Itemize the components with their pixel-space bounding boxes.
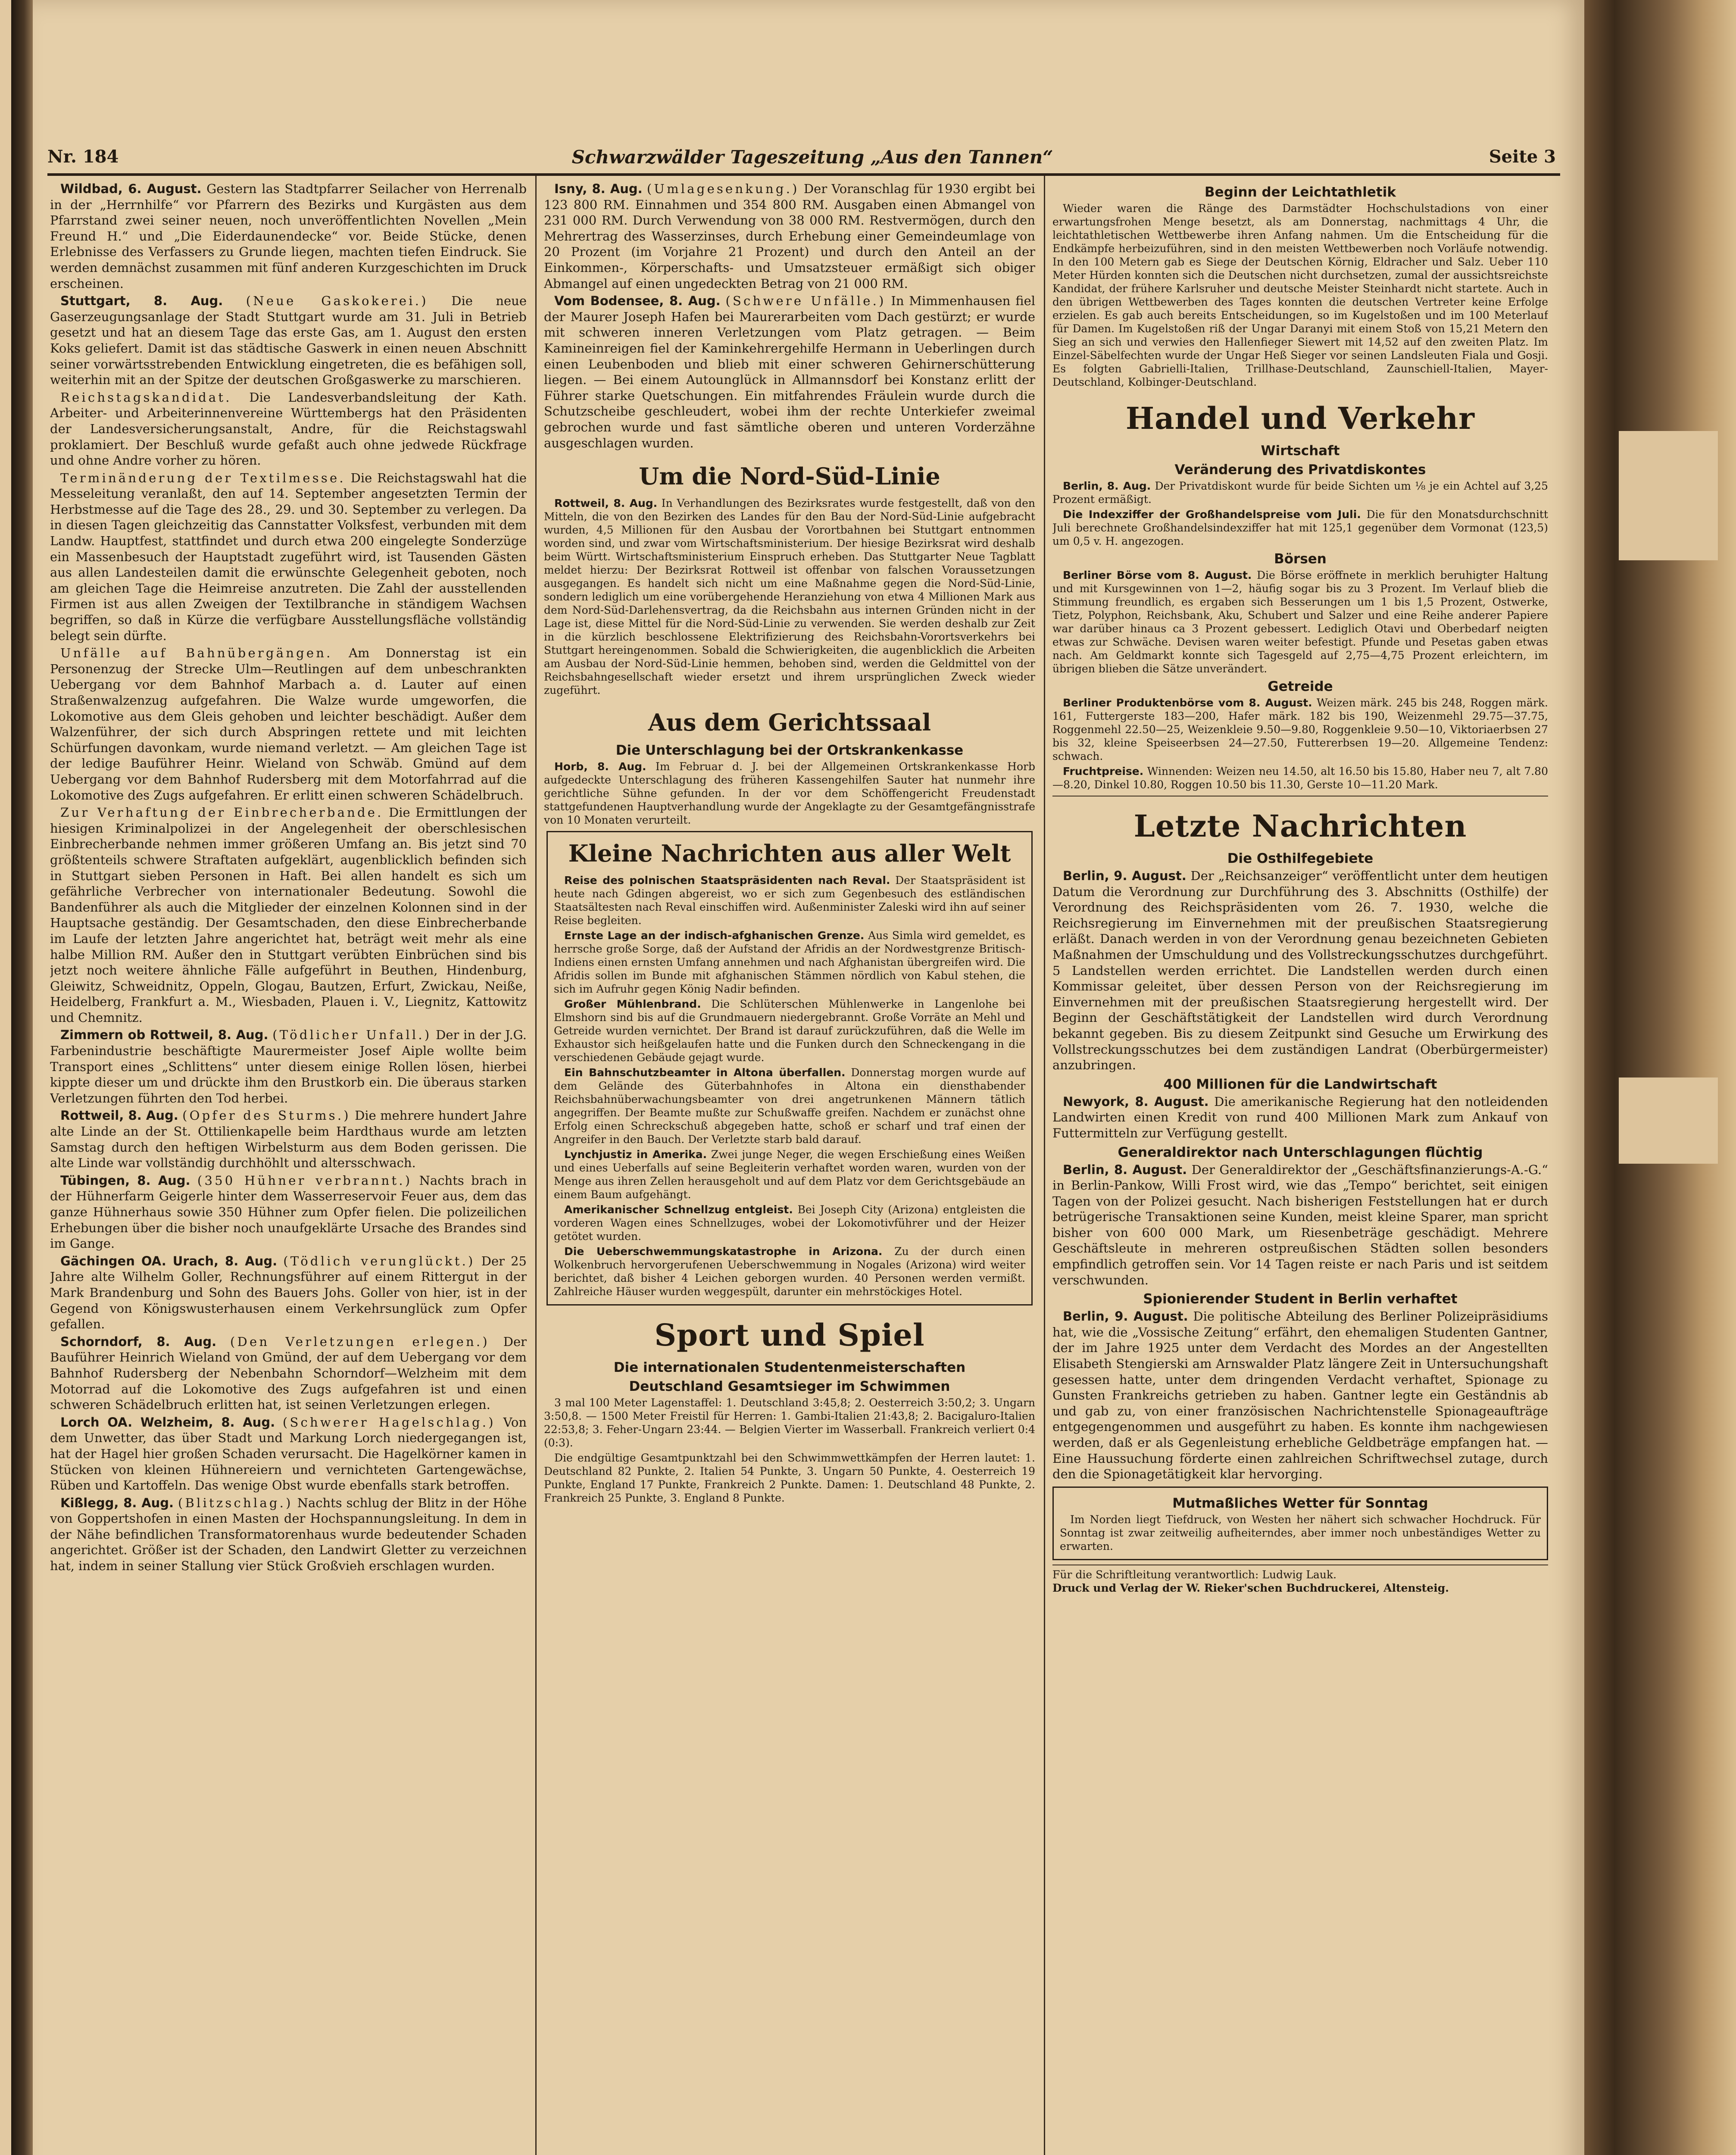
issue-number: Nr. 184 — [47, 147, 119, 167]
article: Rottweil, 8. Aug. (Opfer des Sturms.) Die mehrere hundert Jahre alte Linde an der St. Ottilienkapelle beim Hardthaus wurde am letzten Samstag durch den heftigen Wirbelsturm aus dem Boden gerissen. Die alte Linde war vollständig durchhöhlt und altersschwach. — [50, 1108, 527, 1171]
article: Berlin, 8. August. Der Generaldirektor der „Geschäftsfinanzierungs-A.-G.“ in Berlin-Pankow, Willi Frost wird, wie das „Tempo“ berichtet, seit einigen Tagen von der Polizei gesucht. Nach bisherigen Feststellungen hat er durch betrügerische Transaktionen seine Kunden, meist kleine Sparer, man spricht bisher von 600 000 Mark, um Riesenbeträge geschädigt. Mehrere Geschäftsleute in mehreren ostpreußischen Städten sollen besonders empfindlich getroffen sein. Vor 14 Tagen reiste er nach Paris und ist seitdem verschwunden. — [1052, 1162, 1548, 1287]
weather-box — [1052, 1487, 1548, 1560]
article: Die Indexziffer der Großhandelspreise vom Juli. Die für den Monatsdurchschnitt Juli berechnete Großhandelsindexziffer hat mit 125,1 gegenüber dem Vormonat (123,5) um 0,5 v. H. angezogen. — [1052, 508, 1548, 547]
subheading: Börsen — [1274, 551, 1327, 567]
section-heading: Sport und Spiel — [654, 1317, 925, 1353]
article: Isny, 8. Aug. (Umlagesenkung.) Der Voranschlag für 1930 ergibt bei 123 800 RM. Einnahmen und 354 800 RM. Ausgaben einen Abmangel von 231 000 RM. Durch Verwendung von 38 000 RM. Restvermögen, durch den Mehrertrag des Wasserzinses, durch Erhebung einer Gemeindeumlage von 20 Prozent (im Vorjahre 21 Prozent) und durch den Anteil an der Einkommen-, Körperschafts- und Umsatzsteuer ermäßigt sich obiger Abmangel auf einen ungedeckten Betrag von 21 000 RM. — [544, 181, 1035, 291]
article: Lynchjustiz in Amerika. Zwei junge Neger, die wegen Erschießung eines Weißen und eines Ueberfalls auf seine Begleiterin verhaftet worden waren, wurden von der Menge aus ihren Zellen herausgeholt und auf dem Platz vor dem Gerichtsgebäude an einem Baum aufgehängt. — [554, 1148, 1025, 1201]
subheading: Spionierender Student in Berlin verhaftet — [1143, 1291, 1458, 1307]
subheading: Die Unterschlagung bei der Ortskrankenkasse — [615, 743, 964, 759]
article: Unfälle auf Bahnübergängen. Am Donnerstag ist ein Personenzug der Strecke Ulm—Reutlingen auf dem unbeschrankten Uebergang vor dem Bahnhof Marbach a. d. Lauter auf einen Straßenwalzenzug aufgefahren. Die Walze wurde umgeworfen, die Lokomotive aus dem Gleis gehoben und leichter beschädigt. Außer dem Walzenführer, der sich durch Abspringen rettete und mit leichten Schürfungen davonkam, wurde niemand verletzt. — Am gleichen Tage ist der ledige Bauführer Heinr. Wieland von Schwäb. Gmünd auf dem Uebergang vor dem Bahnhof Rudersberg mit dem Motorfahrrad auf die Lokomotive des Zugs aufgefahren. Er erlitt einen schweren Schädelbruch. — [50, 646, 527, 803]
subheading: 400 Millionen für die Landwirtschaft — [1163, 1076, 1437, 1092]
article: Berliner Börse vom 8. August. Die Börse eröffnete in merklich beruhigter Haltung und mit Kursgewinnen von 1—2, häufig sogar bis zu 3 Prozent. Im Verlauf blieb die Stimmung freundlich, es ergaben sich Besserungen um 1 bis 1,5 Prozent, Ostwerke, Tietz, Polyphon, Reichsbank, Aku, Schubert und Salzer und eine Reihe anderer Papiere war darüber hinaus ca 3 Prozent gebessert. Lediglich Otavi und Oberbedarf neigten etwas zur Schwäche. Devisen waren weiter befestigt. Pfunde und Pesetas gaben etwas nach. Am Geldmarkt konnte sich Tagesgeld auf 2,75—4,75 Prozent erleichtern, im übrigen blieben die Sätze unverändert. — [1052, 569, 1548, 675]
imprint — [1052, 1565, 1548, 1595]
article: Reichstagskandidat. Die Landesverbandsleitung der Kath. Arbeiter- und Arbeiterinnenvereine Württembergs hat den Präsidenten der Landesversicherungsanstalt, Andre, für die Reichstagswahl proklamiert. Der Beschluß wurde gefaßt auch ohne jedwede Rückfrage und ohne Andre vorher zu hören. — [50, 390, 527, 468]
adjacent-page-fragment — [1619, 1078, 1718, 1164]
page-header — [47, 147, 1556, 172]
book-gutter — [11, 0, 33, 2155]
article: Lorch OA. Welzheim, 8. Aug. (Schwerer Hagelschlag.) Von dem Unwetter, das über Stadt und Markung Lorch niedergegangen ist, hat der Hagel hier großen Schaden verursacht. Die Hagelkörner kamen in Stücken von kleinen Hühnereiern und vernichteten Gartengewächse, Rüben und Kartoffeln. Das wenige Obst wurde ebenfalls stark betroffen. — [50, 1415, 527, 1493]
article: Wildbad, 6. August. Gestern las Stadtpfarrer Seilacher von Herrenalb in der „Herrnhilfe“ vor Pfarrern des Bezirks und Kurgästen aus dem Pfarrstand zwei seiner neuen, noch unveröffentlichten Novellen „Mein Freund H.“ und „Die Eiderdaunendecke“ vor. Beide Stücke, denen Erlebnisse des Verfassers zu Grunde liegen, machten tiefen Eindruck. Sie werden demnächst zusammen mit fünf anderen Kurzgeschichten im Druck erscheinen. — [50, 181, 527, 291]
subheading: Getreide — [1268, 679, 1333, 694]
section-heading: Kleine Nachrichten aus aller Welt — [568, 840, 1011, 868]
article: Amerikanischer Schnellzug entgleist. Bei Joseph City (Arizona) entgleisten die vorderen Wagen eines Schnellzuges, wobei der Lokomotivführer und der Heizer getötet wurden. — [554, 1203, 1025, 1243]
column-1 — [50, 181, 527, 2155]
page-number: Seite 3 — [1489, 147, 1556, 167]
article: Newyork, 8. August. Die amerikanische Regierung hat den notleidenden Landwirten einen Kredit von rund 400 Millionen Mark zum Ankauf von Futtermitteln zur Verfügung gestellt. — [1052, 1094, 1548, 1140]
article: Zimmern ob Rottweil, 8. Aug. (Tödlicher Unfall.) Der in der J.G. Farbenindustrie beschäftigte Maurermeister Josef Aiple wollte beim Transport eines „Schlittens“ unter diesem einige Rollen lösen, hierbei kippte dieser um und drückte ihm den Brustkorb ein. Die überaus starken Verletzungen führten den Tod herbei. — [50, 1028, 527, 1106]
section-heading: Aus dem Gerichtssaal — [648, 709, 931, 737]
article: Terminänderung der Textilmesse. Die Reichstagswahl hat die Messeleitung veranlaßt, den auf 14. September angesetzten Termin der Herbstmesse auf die Tage des 28., 29. und 30. September zu verlegen. Da in diesen Tagen gleichzeitig das Cannstatter Volksfest, verbunden mit dem Landw. Hauptfest, stattfindet und durch etwa 200 eingelegte Sonderzüge ein Massenbesuch der Hauptstadt zugeführt wird, ist Tausenden Gästen aus allen Landesteilen damit die erwünschte Gelegenheit geboten, noch am gleichen Tage die Heimreise anzutreten. Die Zahl der ausstellenden Firmen ist aus allen Zweigen der Textilbranche in ständigem Wachsen begriffen, so daß in Kürze die verfügbare Ausstellungsfläche vollständig belegt sein dürfte. — [50, 470, 527, 643]
article: Vom Bodensee, 8. Aug. (Schwere Unfälle.) In Mimmenhausen fiel der Maurer Joseph Hafen bei Maurerarbeiten vom Dach gestürzt; er wurde mit schweren inneren Verletzungen vom Platz getragen. — Beim Kamineinreigen fiel der Kaminkehrergehilfe Hermann in Ueberlingen durch einen Leubenboden und blieb mit einer schweren Gehirnerschütterung liegen. — Bei einem Autounglück in Allmannsdorf bei Konstanz erlitt der Führer starke Quetschungen. Ein mitfahrendes Fräulein wurde durch die Schutzscheibe geschleudert, wobei ihm der rechte Unterkiefer zweimal gebrochen wurde und fast sämtliche oberen und unteren Vorderzähne ausgeschlagen wurden. — [544, 294, 1035, 450]
imprint-editor: Für die Schriftleitung verantwortlich: Ludwig Lauk. — [1052, 1568, 1337, 1581]
article: Die Ueberschwemmungskatastrophe in Arizona. Zu der durch einen Wolkenbruch hervorgerufenen Ueberschwemmung in Nogales (Arizona) wird weiter berichtet, daß bisher 4 Leichen geborgen wurden. 40 Personen werden vermißt. Zahlreiche Häuser wurden weggespült, darunter ein mehrstöckiges Hotel. — [554, 1245, 1025, 1298]
article: Großer Mühlenbrand. Die Schlüterschen Mühlenwerke in Langenlohe bei Elmshorn sind bis auf die Grundmauern niedergebrannt. Große Vorräte an Mehl und Getreide wurden vernichtet. Der Brand ist darauf zurückzuführen, daß die Welle im Exhaustor sich heißgelaufen hatte und die Funken durch den Schneckengang in die verschiedenen Gebäude gejagt wurde. — [554, 998, 1026, 1064]
article: Stuttgart, 8. Aug. (Neue Gaskokerei.) Die neue Gaserzeugungsanlage der Stadt Stuttgart wurde am 31. Juli in Betrieb gesetzt und hat an diesem Tage das erste Gas, am 1. August den ersten Koks geliefert. Damit ist das städtische Gaswerk in einen neuen Abschnitt seiner vorwärtsstrebenden Entwicklung eingetreten, die es befähigen soll, weiterhin mit an der Spitze der deutschen Großgaswerke zu marschieren. — [50, 294, 527, 387]
article: 3 mal 100 Meter Lagenstaffel: 1. Deutschland 3:45,8; 2. Oesterreich 3:50,2; 3. Ungarn 3:50,8. — 1500 Meter Freistil für Herren: 1. Gambi-Italien 21:43,8; 2. Bacigaluro-Italien 22:53,8; 3. Feher-Ungarn 23:44. — Belgien Vierter im Wasserball. Frankreich verliert 0:4 (0:3). — [544, 1396, 1035, 1449]
article: Berliner Produktenbörse vom 8. August. Weizen märk. 245 bis 248, Roggen märk. 161, Futtergerste 183—200, Hafer märk. 182 bis 190, Weizenmehl 29.75—37.75, Roggenmehl 22.50—25, Weizenkleie 9.50—9.80, Roggenkleie 9.50—10, Viktoriaerbsen 27 bis 32, kleine Speiseerbsen 24—27.50, Futtererbsen 19—20. Allgemeine Tendenz: schwach. — [1052, 696, 1548, 762]
subheading: Mutmaßliches Wetter für Sonntag — [1172, 1495, 1428, 1511]
newspaper-title: Schwarzwälder Tageszeitung „Aus den Tannen“ — [571, 147, 1053, 168]
article: Ernste Lage an der indisch-afghanischen Grenze. Aus Simla wird gemeldet, es herrsche große Sorge, daß der Aufstand der Afridis an der Nordwestgrenze Britisch-Indiens einen ernsten Umfang annehmen und nach Afghanistan übergreifen wird. Die Afridis sollen im Bunde mit afghanischen Stämmen nördlich von Kabul stehen, die sich im Aufruhr gegen König Nadir befinden. — [554, 929, 1026, 996]
subheading: Wirtschaft — [1261, 443, 1340, 459]
column-2 — [544, 181, 1035, 2155]
article: Reise des polnischen Staatspräsidenten nach Reval. Der Staatspräsident ist heute nach Gdingen abgereist, wo er sich zum Gegenbesuch des estländischen Staatsältesten nach Reval einschiffen wird. Außenminister Zaleski wird ihn auf seiner Reise begleiten. — [554, 874, 1025, 927]
subheading: Generaldirektor nach Unterschlagungen flüchtig — [1118, 1144, 1483, 1160]
article: Berlin, 9. August. Die politische Abteilung des Berliner Polizeipräsidiums hat, wie die „Vossische Zeitung“ erfährt, den ehemaligen Studenten Gantner, der im Jahre 1925 unter dem Verdacht des Mordes an der Angestellten Elisabeth Stengierski am Arnswalder Platz längere Zeit in Untersuchungshaft gesessen hatte, unter dem dringenden Verdacht verhaftet, Spionage zu Gunsten Frankreichs getrieben zu haben. Gantner legte ein Geständnis ab und gab zu, von einer französischen Nachrichtenstelle Spionageaufträge entgegengenommen und ausgeführt zu haben. Es konnte ihm nachgewiesen werden, daß er als Gegenleistung erhebliche Geldbeträge empfangen hat. — Eine Haussuchung förderte einen zahlreichen Schriftwechsel zutage, durch den die Spionagetätigkeit klar hervorging. — [1052, 1309, 1548, 1482]
article: Berlin, 8. Aug. Der Privatdiskont wurde für beide Sichten um ⅛ je ein Achtel auf 3,25 Prozent ermäßigt. — [1052, 480, 1548, 506]
article: Im Norden liegt Tiefdruck, von Westen her nähert sich schwacher Hochdruck. Für Sonntag ist zwar zeitweilig aufheiterndes, aber immer noch unbeständiges Wetter zu erwarten. — [1060, 1513, 1541, 1552]
article: Zur Verhaftung der Einbrecherbande. Die Ermittlungen der hiesigen Kriminalpolizei in der Angelegenheit der oberschlesischen Einbrecherbande nehmen immer größeren Umfang an. Bis jetzt sind 70 größtenteils schwere Straftaten aufgeklärt, augenblicklich befinden sich in Stuttgart sieben Personen in Haft. Bei allen handelt es sich um gefährliche Verbrecher von internationaler Bedeutung. Sowohl die Bandenführer als auch die Mitglieder der einzelnen Kolonnen sind in der Hauptsache geständig. Der Gesamtschaden, den diese Einbrecherbande im Laufe der letzten Jahre angerichtet hat, beträgt weit mehr als eine halbe Million RM. Außer den in Stuttgart verübten Einbrüchen sind bis jetzt noch weitere ähnliche Fälle aufgeführt in Beuthen, Hindenburg, Gleiwitz, Schweidnitz, Oppeln, Glogau, Bautzen, Erfurt, Zwickau, Neiße, Heidelberg, Frankfurt a. M., Wiesbaden, Plauen i. V., Liegnitz, Kattowitz und Chemnitz. — [50, 805, 527, 1025]
section-heading: Handel und Verkehr — [1125, 400, 1475, 436]
column-divider — [535, 176, 537, 2155]
column-divider — [1044, 176, 1045, 2155]
newspaper-page — [33, 0, 1584, 2155]
column-3 — [1052, 181, 1548, 2155]
subheading: Die internationalen Studentenmeisterschaften — [613, 1360, 966, 1376]
article: Kißlegg, 8. Aug. (Blitzschlag.) Nachts schlug der Blitz in der Höhe von Goppertshofen in einen Masten der Hochspannungsleitung. In dem in der Nähe befindlichen Transformatorenhaus wurde bedeutender Schaden angerichtet. Größer ist der Schaden, den Landwirt Gletter zu verzeichnen hat, indem in seiner Stallung vier Stück Großvieh erschlagen wurden. — [50, 1495, 527, 1574]
adjacent-page-fragment — [1619, 431, 1718, 560]
news-box — [546, 831, 1033, 1305]
article: Wieder waren die Ränge des Darmstädter Hochschulstadions von einer erwartungsfrohen Menge besetzt, als am Donnerstag, nachmittags 4 Uhr, die leichtathletischen Wettbewerbe ihren Anfang nahmen. Um die Entscheidung für die Endkämpfe herbeizuführen, sind in den meisten Wettbewerben noch Vorläufe notwendig. In den 100 Metern gab es Siege der Deutschen Körnig, Eldracher und Salz. Ueber 110 Meter Hürden konnten sich die Deutschen nicht durchsetzen, zumal der aussichtsreichste Kandidat, der frühere Karlsruher und deutsche Meister Steinhardt nicht startete. Auch in den übrigen Wettbewerben des Tages konnten die deutschen Vertreter keine Erfolge erzielen. Es gab auch bereits Entscheidungen, so im Kugelstoßen und im 100 Meterlauf für Damen. Im Kugelstoßen riß der Ungar Daranyi mit einem Stoß von 15,21 Metern den Sieg an sich und verwies den Hallenfieger Siewert mit 14,52 auf den zweiten Platz. Im Einzel-Säbelfechten wurde der Ungar Heß Sieger vor seinen Landsleuten Fiala und Gosji. Es folgten Gabrielli-Italien, Trillhase-Deutschland, Zaunschiell-Italien, Mayer-Deutschland, Kolbinger-Deutschland. — [1052, 202, 1548, 388]
article: Rottweil, 8. Aug. In Verhandlungen des Bezirksrates wurde festgestellt, daß von den Mitteln, die von den Bezirken des Landes für den Bau der Nord-Süd-Linie aufgebracht wurden, 4,5 Millionen für den Ausbau der Vorortbahnen bei Stuttgart entnommen worden sind, und zwar vom Wirtschaftsministerium. Der hiesige Bezirksrat wird deshalb beim Württ. Wirtschaftsministerium Einspruch erheben. Das Stuttgarter Neue Tagblatt meldet hierzu: Der Bezirksrat Rottweil ist offenbar von falschen Voraussetzungen ausgegangen. Es handelt sich nicht um eine Maßnahme gegen die Nord-Süd-Linie, sondern lediglich um eine vorübergehende Heranziehung von etwa 4 Millionen Mark aus dem Nord-Süd-Darlehensvertrag, da die Reichsbahn aus internen Gründen nicht in der Lage ist, diese Mittel für die Nord-Süd-Linie zu verwenden. Sie werden deshalb zur Zeit in die kürzlich beschlossene Elektrifizierung des Reichsbahn-Vorortsverkehrs bei Stuttgart hereingenommen. Sobald die Schwierigkeiten, die augenblicklich die Arbeiten am Ausbau der Nord-Süd-Linie hemmen, behoben sind, werden die Geldmittel von der Reichsbahngesellschaft wieder ersetzt und ihrem ursprünglichen Zweck wieder zugeführt. — [544, 497, 1035, 697]
subheading: Beginn der Leichtathletik — [1205, 184, 1396, 200]
article: Ein Bahnschutzbeamter in Altona überfallen. Donnerstag morgen wurde auf dem Gelände des Güterbahnhofes in Altona ein diensthabender Reichsbahnüberwachungsbeamter von drei angetrunkenen Männern tätlich angegriffen. Der Beamte mußte zur Schußwaffe greifen. Nachdem er zunächst ohne Erfolg einen Schreckschuß abgegeben hatte, schoß er scharf und traf einen der Angreifer in den Bauch. Der Verletzte starb bald darauf. — [554, 1066, 1025, 1146]
section-heading: Letzte Nachrichten — [1133, 808, 1467, 844]
article: Die endgültige Gesamtpunktzahl bei den Schwimmwettkämpfen der Herren lautet: 1. Deutschland 82 Punkte, 2. Italien 54 Punkte, 3. Ungarn 50 Punkte, 4. Oesterreich 19 Punkte, England 17 Punkte, Frankreich 2 Punkte. Damen: 1. Deutschland 48 Punkte, 2. Frankreich 25 Punkte, 3. England 8 Punkte. — [544, 1452, 1035, 1505]
article: Schorndorf, 8. Aug. (Den Verletzungen erlegen.) Der Bauführer Heinrich Wieland von Gmünd, der auf dem Uebergang vor dem Bahnhof Rudersberg der Nebenbahn Schorndorf—Welzheim mit dem Motorrad auf die Lokomotive des Zugs aufgefahren ist und einen schweren Schädelbruch erlitten hat, ist seinen Verletzungen erlegen. — [50, 1334, 527, 1412]
article: Tübingen, 8. Aug. (350 Hühner verbrannt.) Nachts brach in der Hühnerfarm Geigerle hinter dem Wasserreservoir Feuer aus, dem das ganze Hühnerhaus sowie 350 Hühner zum Opfer fielen. Die polizeilichen Erhebungen über die bisher noch unaufgeklärte Ursache des Brandes sind im Gange. — [50, 1173, 527, 1251]
subheading: Veränderung des Privatdiskontes — [1174, 462, 1426, 478]
left-page-edge — [0, 0, 11, 2155]
header-rule — [47, 173, 1560, 176]
subheading: Deutschland Gesamtsieger im Schwimmen — [629, 1379, 950, 1395]
article: Horb, 8. Aug. Im Februar d. J. bei der Allgemeinen Ortskrankenkasse Horb aufgedeckte Unterschlagung des früheren Kassengehilfen Sauter hat nunmehr ihre gerichtliche Sühne gefunden. In der vor dem Schöffengericht Freudenstadt stattgefundenen Hauptverhandlung wurde der Angeklagte zu der Gesamtgefängnisstrafe von 10 Monaten verurteilt. — [544, 760, 1035, 827]
article: Gächingen OA. Urach, 8. Aug. (Tödlich verunglückt.) Der 25 Jahre alte Wilhelm Goller, Rechnungsführer auf einem Rittergut in der Mark Brandenburg und Sohn des Bauers Johs. Goller von hier, ist in der Gegend von Königswusterhausen einem Verkehrsunglück zum Opfer gefallen. — [50, 1253, 527, 1332]
subheading: Die Osthilfegebiete — [1227, 851, 1374, 866]
imprint-publisher: Druck und Verlag der W. Rieker'schen Buchdruckerei, Altensteig. — [1052, 1581, 1449, 1594]
article: Fruchtpreise. Winnenden: Weizen neu 14.50, alt 16.50 bis 15.80, Haber neu 7, alt 7.80—8.20, Dinkel 10.80, Roggen 10.50 bis 11.30, Gerste 10—11.20 Mark. — [1052, 765, 1548, 791]
section-heading: Um die Nord-Süd-Linie — [639, 462, 940, 490]
article: Berlin, 9. August. Der „Reichsanzeiger“ veröffentlicht unter dem heutigen Datum die Verordnung zur Durchführung des 3. Abschnitts (Osthilfe) der Verordnung des Reichspräsidenten vom 26. 7. 1930, welche die Reichsregierung im Einvernehmen mit der preußischen Staatsregierung erläßt. Danach werden in von der Verordnung genau bezeichneten Gebieten Maßnahmen der Umschuldung und des Vollstreckungsschutzes durchgeführt. 5 Landstellen werden errichtet. Die Landstellen werden durch einen Kommissar geleitet, über dessen Person von der Reichsregierung im Einvernehmen mit der preußischen Staatsregierung hergestellt wird. Der Beginn der Geschäftstätigkeit der Landstellen wird durch Verordnung bekannt gegeben. Bis zu diesem Zeitpunkt sind Gesuche um Erwirkung des Vollstreckungsschutzes bei dem zuständigen Landrat (Oberbürgermeister) anzubringen. — [1052, 868, 1548, 1073]
